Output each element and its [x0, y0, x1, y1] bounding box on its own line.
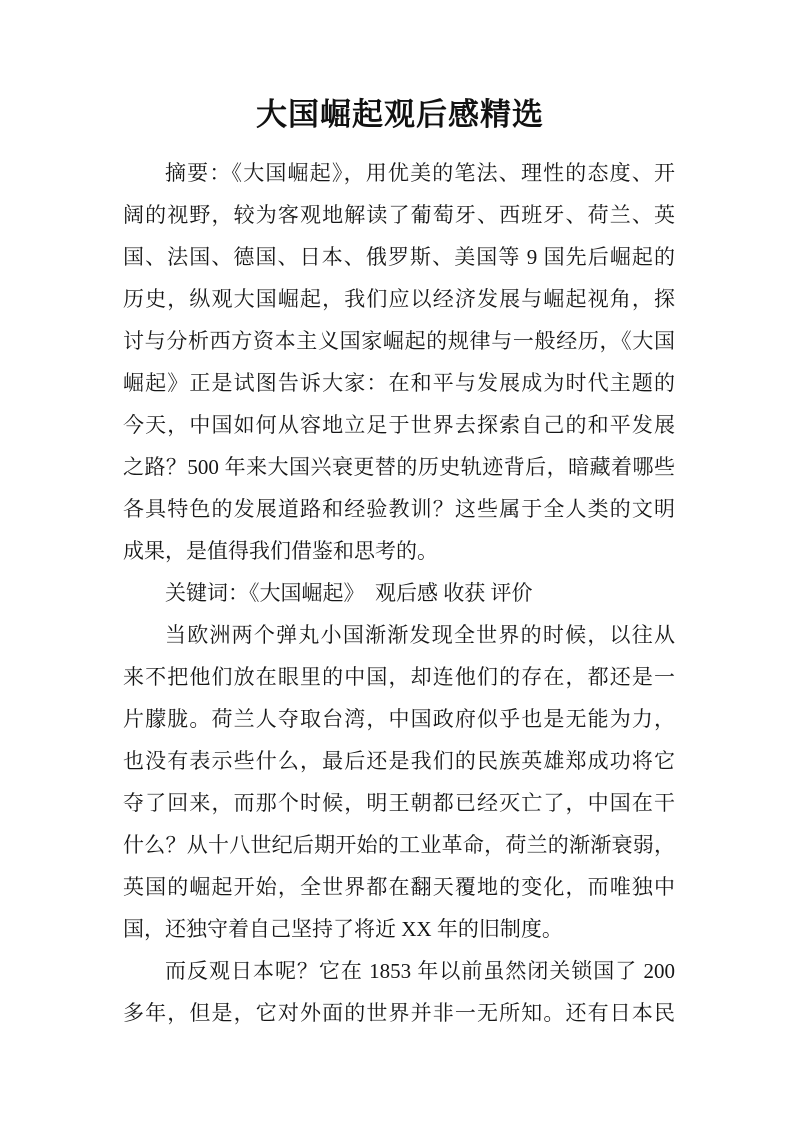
text-line: 多年，但是，它对外面的世界并非一无所知。还有日本民 [123, 1001, 675, 1025]
text-line: 什么？从十八世纪后期开始的工业革命，荷兰的渐渐衰弱， [123, 833, 675, 857]
text-line: 讨与分析西方资本主义国家崛起的规律与一般经历，《大国 [123, 329, 675, 353]
text-line: 国，还独守着自己坚持了将近 XX 年的旧制度。 [123, 917, 563, 941]
document-title: 大国崛起观后感精选 [256, 97, 544, 132]
document-body [0, 152, 800, 1034]
text-line: 当欧洲两个弹丸小国渐渐发现全世界的时候，以往从 [165, 623, 675, 647]
text-line: 阔的视野，较为客观地解读了葡萄牙、西班牙、荷兰、英 [123, 203, 675, 227]
text-line: 摘要：《大国崛起》，用优美的笔法、理性的态度、开 [165, 161, 675, 185]
text-line: 来不把他们放在眼里的中国，却连他们的存在，都还是一 [123, 665, 675, 689]
text-line: 夺了回来，而那个时候，明王朝都已经灭亡了，中国在干 [123, 791, 675, 815]
text-line: 今天，中国如何从容地立足于世界去探索自己的和平发展 [123, 413, 675, 437]
text-line: 崛起》正是试图告诉大家：在和平与发展成为时代主题的 [123, 371, 675, 395]
text-line: 英国的崛起开始，全世界都在翻天覆地的变化，而唯独中 [123, 875, 675, 899]
text-line: 也没有表示些什么，最后还是我们的民族英雄郑成功将它 [123, 749, 675, 773]
text-line: 之路？500 年来大国兴衰更替的历史轨迹背后，暗藏着哪些 [123, 455, 675, 479]
text-line: 关键词：《大国崛起》 观后感 收获 评价 [165, 581, 533, 605]
text-line: 片朦胧。荷兰人夺取台湾，中国政府似乎也是无能为力， [123, 707, 675, 731]
text-line: 成果，是值得我们借鉴和思考的。 [123, 539, 438, 563]
text-line: 各具特色的发展道路和经验教训？这些属于全人类的文明 [123, 497, 675, 521]
text-line: 而反观日本呢？它在 1853 年以前虽然闭关锁国了 200 [165, 959, 675, 983]
text-line: 国、法国、德国、日本、俄罗斯、美国等 9 国先后崛起的 [123, 245, 675, 269]
text-line: 历史，纵观大国崛起，我们应以经济发展与崛起视角，探 [123, 287, 675, 311]
